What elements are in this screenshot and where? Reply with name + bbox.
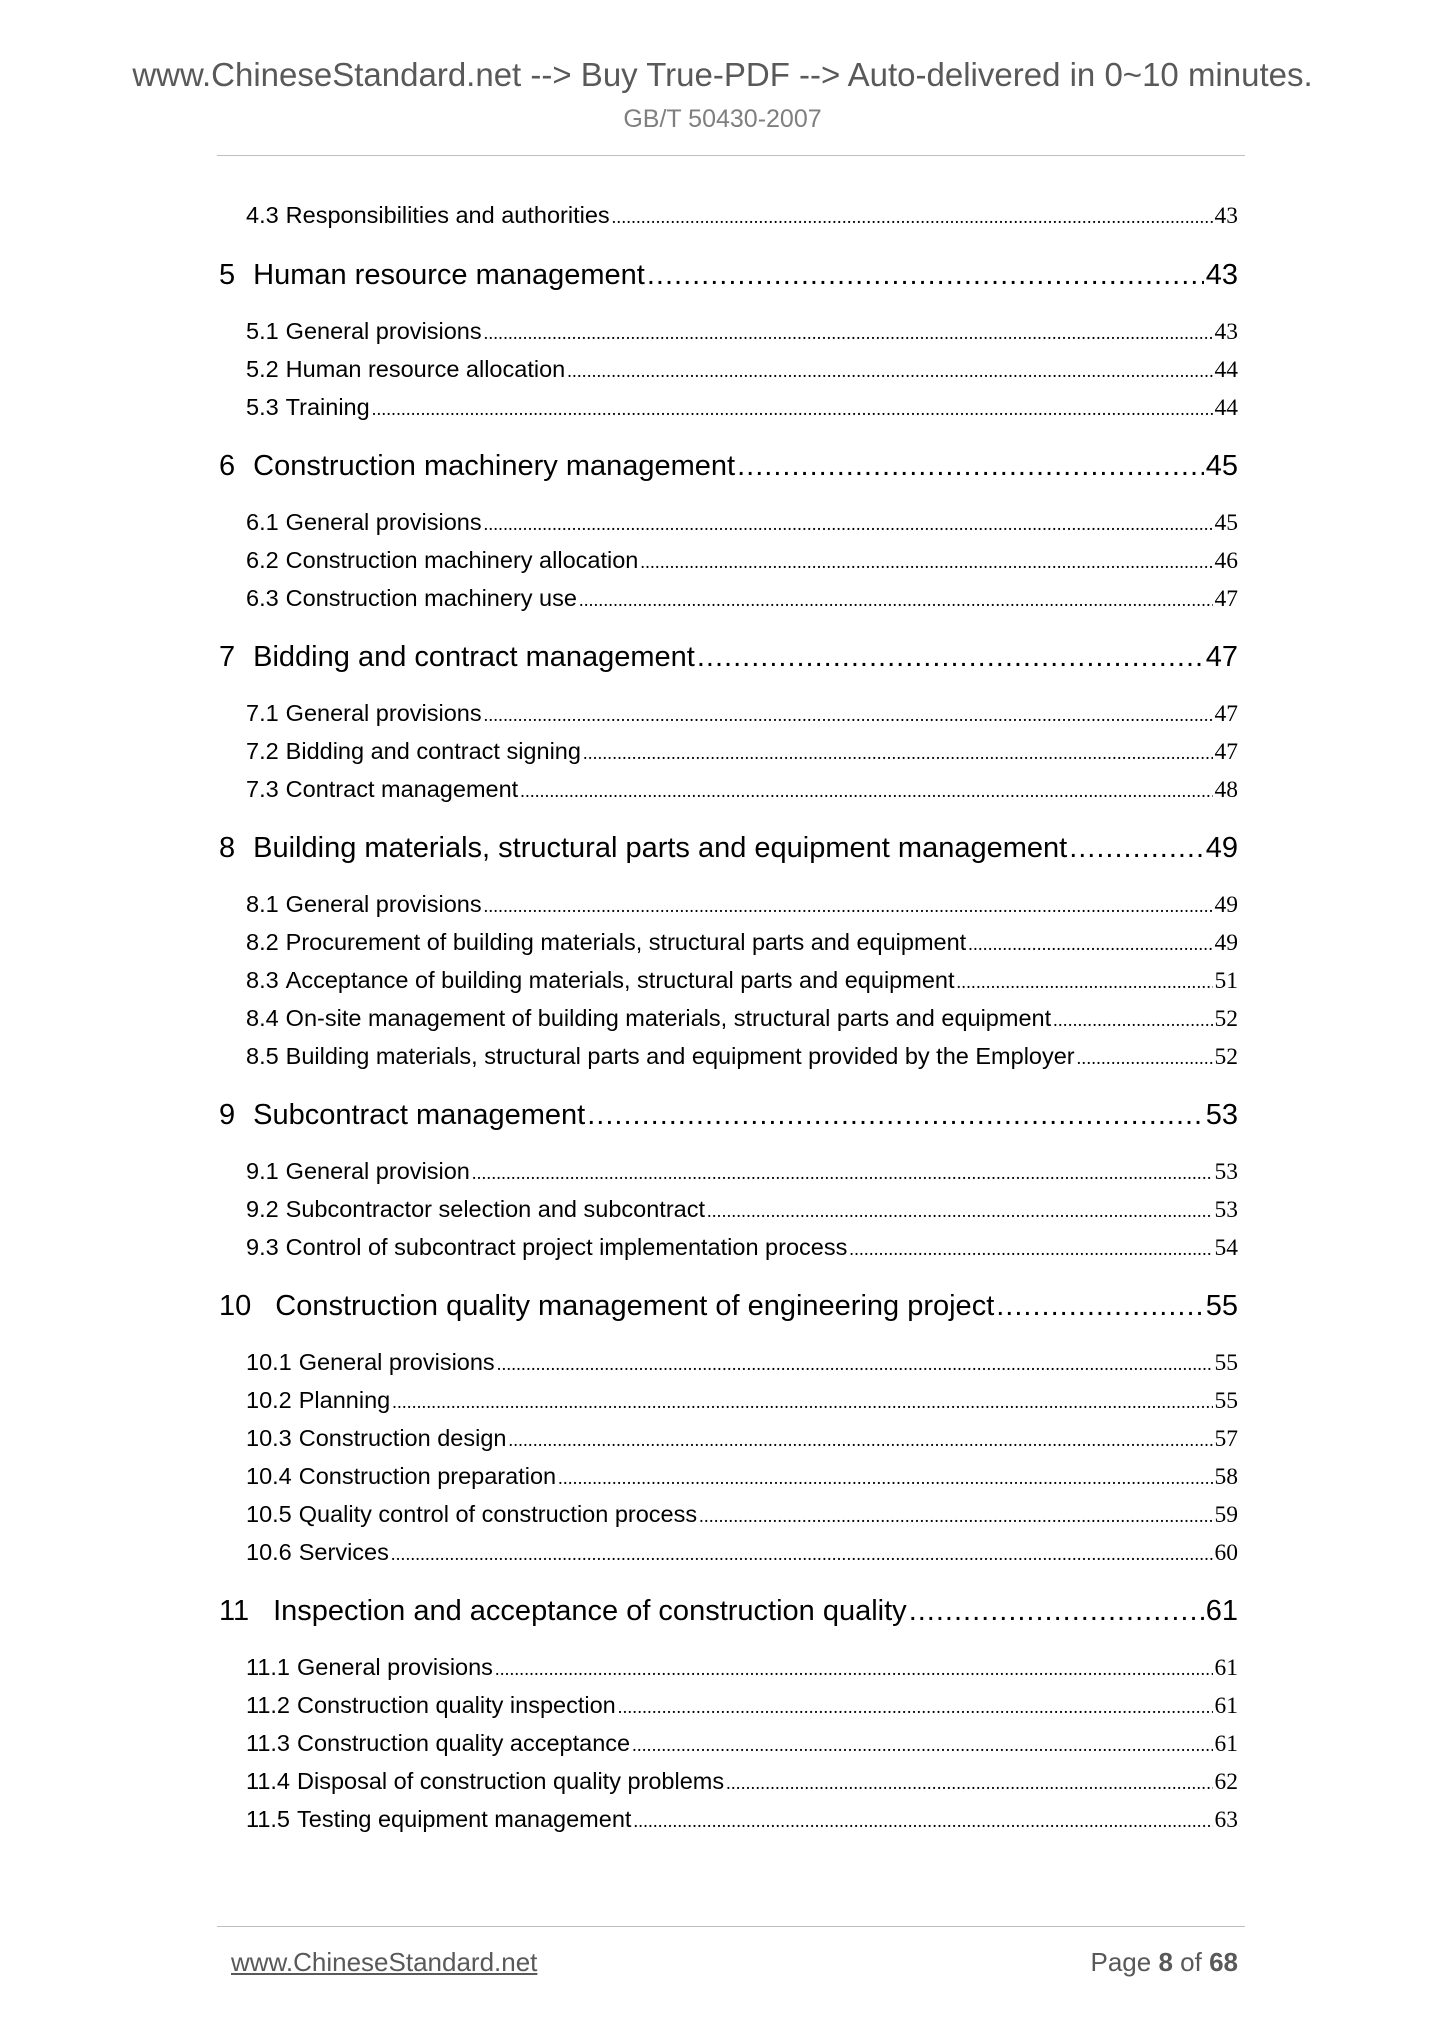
- toc-entry[interactable]: [246, 509, 1238, 537]
- toc-chapter[interactable]: [219, 259, 1238, 292]
- toc-entry[interactable]: [246, 967, 1238, 995]
- toc-leader: [737, 450, 1204, 483]
- toc-title: Contract management: [285, 776, 519, 802]
- toc-title: Procurement of building materials, structural parts and equipment: [285, 929, 967, 955]
- toc-title: Bidding and contract signing: [285, 738, 581, 764]
- toc-leader: [612, 202, 1213, 229]
- toc-leader: [392, 1387, 1212, 1414]
- toc-title: Building materials, structural parts and equipment management: [253, 832, 1068, 864]
- toc-title: Subcontract management: [253, 1099, 586, 1131]
- toc-entry[interactable]: [246, 1654, 1238, 1682]
- toc-leader: [849, 1234, 1212, 1261]
- toc-number: 8.4: [246, 1005, 279, 1031]
- toc-title: General provisions: [285, 509, 482, 535]
- toc-page-number: 63: [1214, 1807, 1238, 1833]
- toc-entry[interactable]: [246, 1349, 1238, 1377]
- toc-entry[interactable]: [246, 1768, 1238, 1796]
- toc-page-number: 47: [1214, 701, 1238, 727]
- toc-title: Testing equipment management: [297, 1806, 632, 1832]
- toc-title: General provisions: [298, 1349, 495, 1375]
- toc-chapter[interactable]: [219, 1595, 1238, 1628]
- toc-number: 11.4: [246, 1768, 290, 1794]
- toc-entry[interactable]: [246, 356, 1238, 384]
- toc-title: General provisions: [297, 1654, 493, 1680]
- toc-title: Construction quality management of engineering project: [275, 1290, 995, 1322]
- toc-title: Bidding and contract management: [253, 641, 695, 673]
- toc-page-number: 43: [1214, 319, 1238, 345]
- toc-number: 9: [219, 1099, 236, 1131]
- toc-number: 6.2: [246, 547, 279, 573]
- toc-title: Construction machinery management: [253, 450, 736, 482]
- toc-entry[interactable]: [246, 394, 1238, 422]
- toc-number: 11.5: [246, 1806, 290, 1832]
- toc-entry[interactable]: [246, 929, 1238, 957]
- toc-leader: [579, 585, 1213, 612]
- toc-leader: [632, 1730, 1212, 1757]
- toc-number: 11.2: [246, 1692, 290, 1718]
- toc-number: 6: [219, 450, 236, 482]
- toc-entry[interactable]: [246, 1463, 1238, 1491]
- toc-leader: [391, 1539, 1213, 1566]
- toc-leader: [1077, 1043, 1213, 1070]
- toc-entry[interactable]: [246, 891, 1238, 919]
- toc-page-number: 43: [1205, 259, 1238, 291]
- toc-number: 8.1: [246, 891, 279, 917]
- toc-leader: [697, 641, 1204, 674]
- toc-number: 7.2: [246, 738, 279, 764]
- toc-title: Inspection and acceptance of construction quality: [273, 1595, 907, 1627]
- toc-number: 7.1: [246, 700, 279, 726]
- toc-number: 9.2: [246, 1196, 279, 1222]
- footer-divider: [217, 1926, 1245, 1927]
- toc-title: General provision: [285, 1158, 470, 1184]
- toc-number: 7.3: [246, 776, 279, 802]
- toc-leader: [726, 1768, 1212, 1795]
- toc-number: 10: [219, 1290, 252, 1322]
- toc-page-number: 61: [1214, 1731, 1238, 1757]
- toc-entry[interactable]: [246, 1158, 1238, 1186]
- toc-title: Planning: [298, 1387, 391, 1413]
- toc-chapter[interactable]: [219, 641, 1238, 674]
- toc-number: 11.3: [246, 1730, 290, 1756]
- toc-entry[interactable]: [246, 738, 1238, 766]
- toc-entry[interactable]: [246, 700, 1238, 728]
- toc-page-number: 45: [1214, 510, 1238, 536]
- toc-entry[interactable]: [246, 547, 1238, 575]
- toc-entry[interactable]: [246, 1730, 1238, 1758]
- toc-page-number: 52: [1214, 1044, 1238, 1070]
- page-indicator: [1090, 1947, 1238, 1978]
- toc-leader: [618, 1692, 1213, 1719]
- toc-chapter[interactable]: [219, 1099, 1238, 1132]
- toc-chapter[interactable]: [219, 832, 1238, 865]
- toc-page-number: 55: [1214, 1350, 1238, 1376]
- toc-leader: [520, 776, 1212, 803]
- toc-number: 5.2: [246, 356, 279, 382]
- toc-entry[interactable]: [246, 1501, 1238, 1529]
- toc-leader: [558, 1463, 1212, 1490]
- toc-number: 10.6: [246, 1539, 292, 1565]
- toc-number: 10.2: [246, 1387, 292, 1413]
- toc-title: General provisions: [285, 318, 482, 344]
- toc-page-number: 55: [1214, 1388, 1238, 1414]
- current-page: 8: [1158, 1947, 1173, 1977]
- toc-page-number: 44: [1214, 395, 1238, 421]
- toc-entry[interactable]: [246, 1234, 1238, 1262]
- toc-number: 10.1: [246, 1349, 292, 1375]
- toc-number: 10.5: [246, 1501, 292, 1527]
- toc-leader: [583, 738, 1213, 765]
- toc-title: Construction machinery allocation: [285, 547, 639, 573]
- toc-leader: [633, 1806, 1212, 1833]
- toc-chapter[interactable]: [219, 1290, 1238, 1323]
- toc-title: Control of subcontract project implementation process: [285, 1234, 848, 1260]
- toc-chapter[interactable]: [219, 450, 1238, 483]
- toc-number: 8: [219, 832, 236, 864]
- toc-page-number: 46: [1214, 548, 1238, 574]
- toc-title: Construction quality inspection: [297, 1692, 616, 1718]
- toc-page-number: 59: [1214, 1502, 1238, 1528]
- toc-page-number: 57: [1214, 1426, 1238, 1452]
- toc-page-number: 62: [1214, 1769, 1238, 1795]
- toc-title: Responsibilities and authorities: [285, 202, 610, 228]
- toc-page-number: 61: [1214, 1693, 1238, 1719]
- toc-leader: [707, 1196, 1213, 1223]
- toc-entry[interactable]: [246, 1005, 1238, 1033]
- toc-leader: [484, 700, 1213, 727]
- toc-number: 11: [219, 1595, 250, 1627]
- toc-page-number: 52: [1214, 1006, 1238, 1032]
- toc-leader: [1053, 1005, 1212, 1032]
- toc-number: 9.1: [246, 1158, 279, 1184]
- toc-page-number: 51: [1214, 968, 1238, 994]
- toc-leader: [372, 394, 1213, 421]
- toc-number: 8.5: [246, 1043, 279, 1069]
- toc-entry[interactable]: [246, 1692, 1238, 1720]
- toc-page-number: 55: [1205, 1290, 1238, 1322]
- toc-page-number: 53: [1214, 1197, 1238, 1223]
- toc-entry[interactable]: [246, 318, 1238, 346]
- toc-leader: [968, 929, 1212, 956]
- toc-title: Human resource management: [253, 259, 645, 291]
- page-prefix: Page: [1090, 1947, 1152, 1977]
- header-banner: www.ChineseStandard.net --> Buy True-PDF --> Auto-delivered in 0~10 minutes.: [132, 56, 1313, 93]
- toc-title: On-site management of building materials, structural parts and equipment: [285, 1005, 1052, 1031]
- toc-leader: [484, 318, 1213, 345]
- toc-leader: [956, 967, 1212, 994]
- toc-title: Quality control of construction process: [298, 1501, 698, 1527]
- page-of: of: [1180, 1947, 1202, 1977]
- toc-page-number: 45: [1205, 450, 1238, 482]
- toc-title: Services: [298, 1539, 389, 1565]
- toc-page-number: 49: [1205, 832, 1238, 864]
- toc-entry[interactable]: [246, 1196, 1238, 1224]
- toc-entry[interactable]: [246, 1425, 1238, 1453]
- toc-title: Building materials, structural parts and equipment provided by the Employer: [285, 1043, 1075, 1069]
- toc-leader: [996, 1290, 1203, 1323]
- toc-entry[interactable]: [246, 202, 1238, 230]
- toc-page-number: 49: [1214, 892, 1238, 918]
- toc-page-number: 49: [1214, 930, 1238, 956]
- toc-page-number: 47: [1205, 641, 1238, 673]
- toc-page-number: 48: [1214, 777, 1238, 803]
- total-pages: 68: [1209, 1947, 1238, 1977]
- toc-leader: [495, 1654, 1213, 1681]
- toc-page-number: 43: [1214, 203, 1238, 229]
- toc-title: Subcontractor selection and subcontract: [285, 1196, 705, 1222]
- toc-page-number: 53: [1214, 1159, 1238, 1185]
- toc-title: Construction machinery use: [285, 585, 577, 611]
- toc-title: Disposal of construction quality problems: [297, 1768, 725, 1794]
- toc-page-number: 47: [1214, 739, 1238, 765]
- footer-website-link[interactable]: www.ChineseStandard.net: [231, 1947, 538, 1977]
- toc-entry[interactable]: [246, 585, 1238, 613]
- toc-leader: [484, 509, 1213, 536]
- toc-number: 6.3: [246, 585, 279, 611]
- toc-number: 10.4: [246, 1463, 292, 1489]
- toc-leader: [587, 1099, 1204, 1132]
- toc-entry[interactable]: [246, 776, 1238, 804]
- toc-page-number: 61: [1214, 1655, 1238, 1681]
- toc-title: Human resource allocation: [285, 356, 566, 382]
- toc-number: 11.1: [246, 1654, 290, 1680]
- toc-page-number: 60: [1214, 1540, 1238, 1566]
- toc-number: 7: [219, 641, 236, 673]
- document-id: GB/T 50430-2007: [623, 105, 822, 133]
- toc-leader: [508, 1425, 1212, 1452]
- toc-page-number: 44: [1214, 357, 1238, 383]
- toc-number: 8.2: [246, 929, 279, 955]
- toc-page-number: 54: [1214, 1235, 1238, 1261]
- toc-leader: [1069, 832, 1204, 865]
- toc-title: Construction preparation: [298, 1463, 557, 1489]
- toc-leader: [699, 1501, 1212, 1528]
- toc-number: 6.1: [246, 509, 279, 535]
- toc-number: 10.3: [246, 1425, 292, 1451]
- toc-number: 8.3: [246, 967, 279, 993]
- toc-leader: [909, 1595, 1204, 1628]
- toc-entry[interactable]: [246, 1539, 1238, 1567]
- toc-number: 5: [219, 259, 236, 291]
- toc-leader: [640, 547, 1212, 574]
- toc-entry[interactable]: [246, 1387, 1238, 1415]
- toc-leader: [497, 1349, 1213, 1376]
- header-divider: [217, 155, 1245, 156]
- toc-number: 4.3: [246, 202, 279, 228]
- toc-title: General provisions: [285, 700, 482, 726]
- toc-page-number: 58: [1214, 1464, 1238, 1490]
- toc-number: 9.3: [246, 1234, 279, 1260]
- toc-title: Construction quality acceptance: [297, 1730, 631, 1756]
- toc-leader: [472, 1158, 1213, 1185]
- toc-title: Construction design: [298, 1425, 507, 1451]
- toc-page-number: 47: [1214, 586, 1238, 612]
- toc-entry[interactable]: [246, 1806, 1238, 1834]
- toc-leader: [484, 891, 1213, 918]
- toc-leader: [567, 356, 1212, 383]
- toc-title: Acceptance of building materials, structural parts and equipment: [285, 967, 955, 993]
- toc-number: 5.1: [246, 318, 279, 344]
- toc-page-number: 61: [1205, 1595, 1238, 1627]
- toc-entry[interactable]: [246, 1043, 1238, 1071]
- toc-title: General provisions: [285, 891, 482, 917]
- toc-number: 5.3: [246, 394, 279, 420]
- toc-leader: [647, 259, 1204, 292]
- toc-page-number: 53: [1205, 1099, 1238, 1131]
- toc-title: Training: [285, 394, 370, 420]
